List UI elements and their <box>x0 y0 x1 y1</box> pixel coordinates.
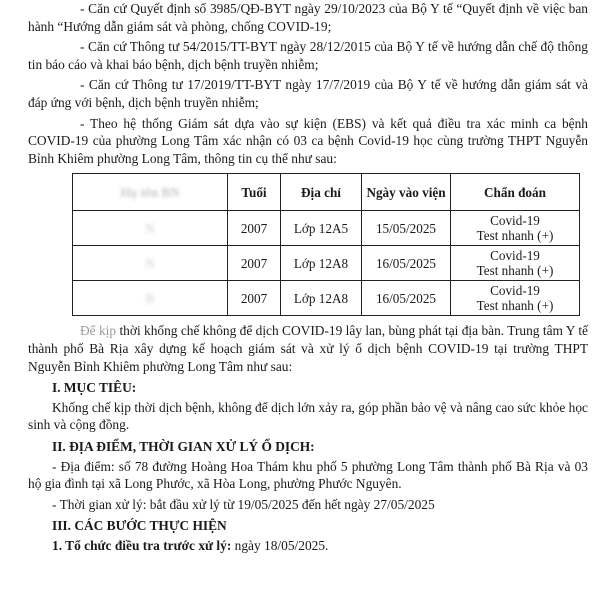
patient-name-redacted: B <box>73 281 228 316</box>
patient-admit-date: 16/05/2025 <box>362 246 451 281</box>
patient-address: Lớp 12A8 <box>281 246 362 281</box>
header-diagnosis: Chẩn đoán <box>451 174 580 211</box>
patient-diagnosis <box>451 246 580 281</box>
patient-diagnosis <box>451 281 580 316</box>
patient-admit-date: 15/05/2025 <box>362 211 451 246</box>
section-3-heading: III. CÁC BƯỚC THỰC HIỆN <box>52 518 227 534</box>
basis-paragraph-3: - Căn cứ Thông tư 17/2019/TT-BYT ngày 17/7/2019 của Bộ Y tế về hướng dẫn giám sát và đáp ứng với bệnh, dịch bệnh truyền nhiễm; <box>28 77 588 110</box>
table-row <box>73 281 580 316</box>
patient-address: Lớp 12A8 <box>281 281 362 316</box>
header-address: Địa chỉ <box>281 174 362 211</box>
patient-age: 2007 <box>228 281 281 316</box>
patient-name-redacted: N <box>73 211 228 246</box>
plan-faded-text: Để kịp <box>80 323 117 339</box>
basis-paragraph-2: - Căn cứ Thông tư 54/2015/TT-BYT ngày 28/12/2015 của Bộ Y tế về hướng dẫn chế độ thông tin báo cáo và khai báo bệnh, dịch bệnh truyền nhiễm; <box>28 39 588 72</box>
section-1-heading: I. MỤC TIÊU: <box>52 380 137 396</box>
section-2-location: - Địa điểm: số 78 đường Hoàng Hoa Thám khu phố 5 phường Long Tâm thành phố Bà Rịa và 03 hộ gia đình tại xã Long Phước, xã Hòa Long, phường Phước Nguyên. <box>28 458 588 492</box>
header-patient-name: Họ tên BN <box>73 174 228 211</box>
basis-paragraph-1: - Căn cứ Quyết định số 3985/QĐ-BYT ngày 29/10/2023 của Bộ Y tế “Quyết định về việc ban hành “Hướng dẫn giám sát và phòng, chống COVID-19; <box>28 1 588 34</box>
case-table-header-row <box>73 174 580 211</box>
patient-admit-date: 16/05/2025 <box>362 281 451 316</box>
patient-diagnosis <box>451 211 580 246</box>
diagnosis-disease: Covid-19 <box>490 283 540 299</box>
plan-text: thời khống chế không để dịch COVID-19 lây lan, bùng phát tại địa bàn. Trung tâm Y tế thành phố Bà Rịa xây dựng kế hoạch giám sát và xử lý ổ dịch bệnh COVID-19 tại trường THPT Nguyễn Bỉnh Khiêm phường Long Tâm như sau: <box>28 323 588 374</box>
section-2-heading: II. ĐỊA ĐIỂM, THỜI GIAN XỬ LÝ Ổ DỊCH: <box>52 438 315 454</box>
basis-paragraph-4: - Theo hệ thống Giám sát dựa vào sự kiện (EBS) và kết quả điều tra xác minh ca bệnh COVID-19 của phường Long Tâm xác nhận có 03 ca bệnh Covid-19 học cùng trường THPT Nguyễn Bỉnh Khiêm phường Long Tâm, thông tin cụ thể như sau: <box>28 115 588 166</box>
patient-age: 2007 <box>228 211 281 246</box>
header-admit-date: Ngày vào viện <box>362 174 451 211</box>
diagnosis-test: Test nhanh (+) <box>476 298 554 314</box>
table-row <box>73 246 580 281</box>
step-1-date: ngày 18/05/2025. <box>231 537 329 553</box>
patient-address: Lớp 12A5 <box>281 211 362 246</box>
case-table <box>72 173 580 316</box>
diagnosis-disease: Covid-19 <box>490 248 540 264</box>
diagnosis-test: Test nhanh (+) <box>476 228 554 244</box>
table-row <box>73 211 580 246</box>
plan-paragraph <box>28 322 588 375</box>
diagnosis-test: Test nhanh (+) <box>476 263 554 279</box>
section-2-time: - Thời gian xử lý: bắt đầu xử lý từ 19/05/2025 đến hết ngày 27/05/2025 <box>52 496 435 512</box>
patient-name-redacted: N <box>73 246 228 281</box>
section-1-text: Khống chế kịp thời dịch bệnh, không để dịch lớn xảy ra, góp phần bảo vệ và nâng cao sức khỏe học sinh và cộng đồng. <box>28 399 588 433</box>
step-1-label: 1. Tổ chức điều tra trước xử lý: <box>52 537 232 553</box>
diagnosis-disease: Covid-19 <box>490 213 540 229</box>
patient-age: 2007 <box>228 246 281 281</box>
section-3-step-1 <box>28 537 588 555</box>
header-age: Tuổi <box>228 174 281 211</box>
